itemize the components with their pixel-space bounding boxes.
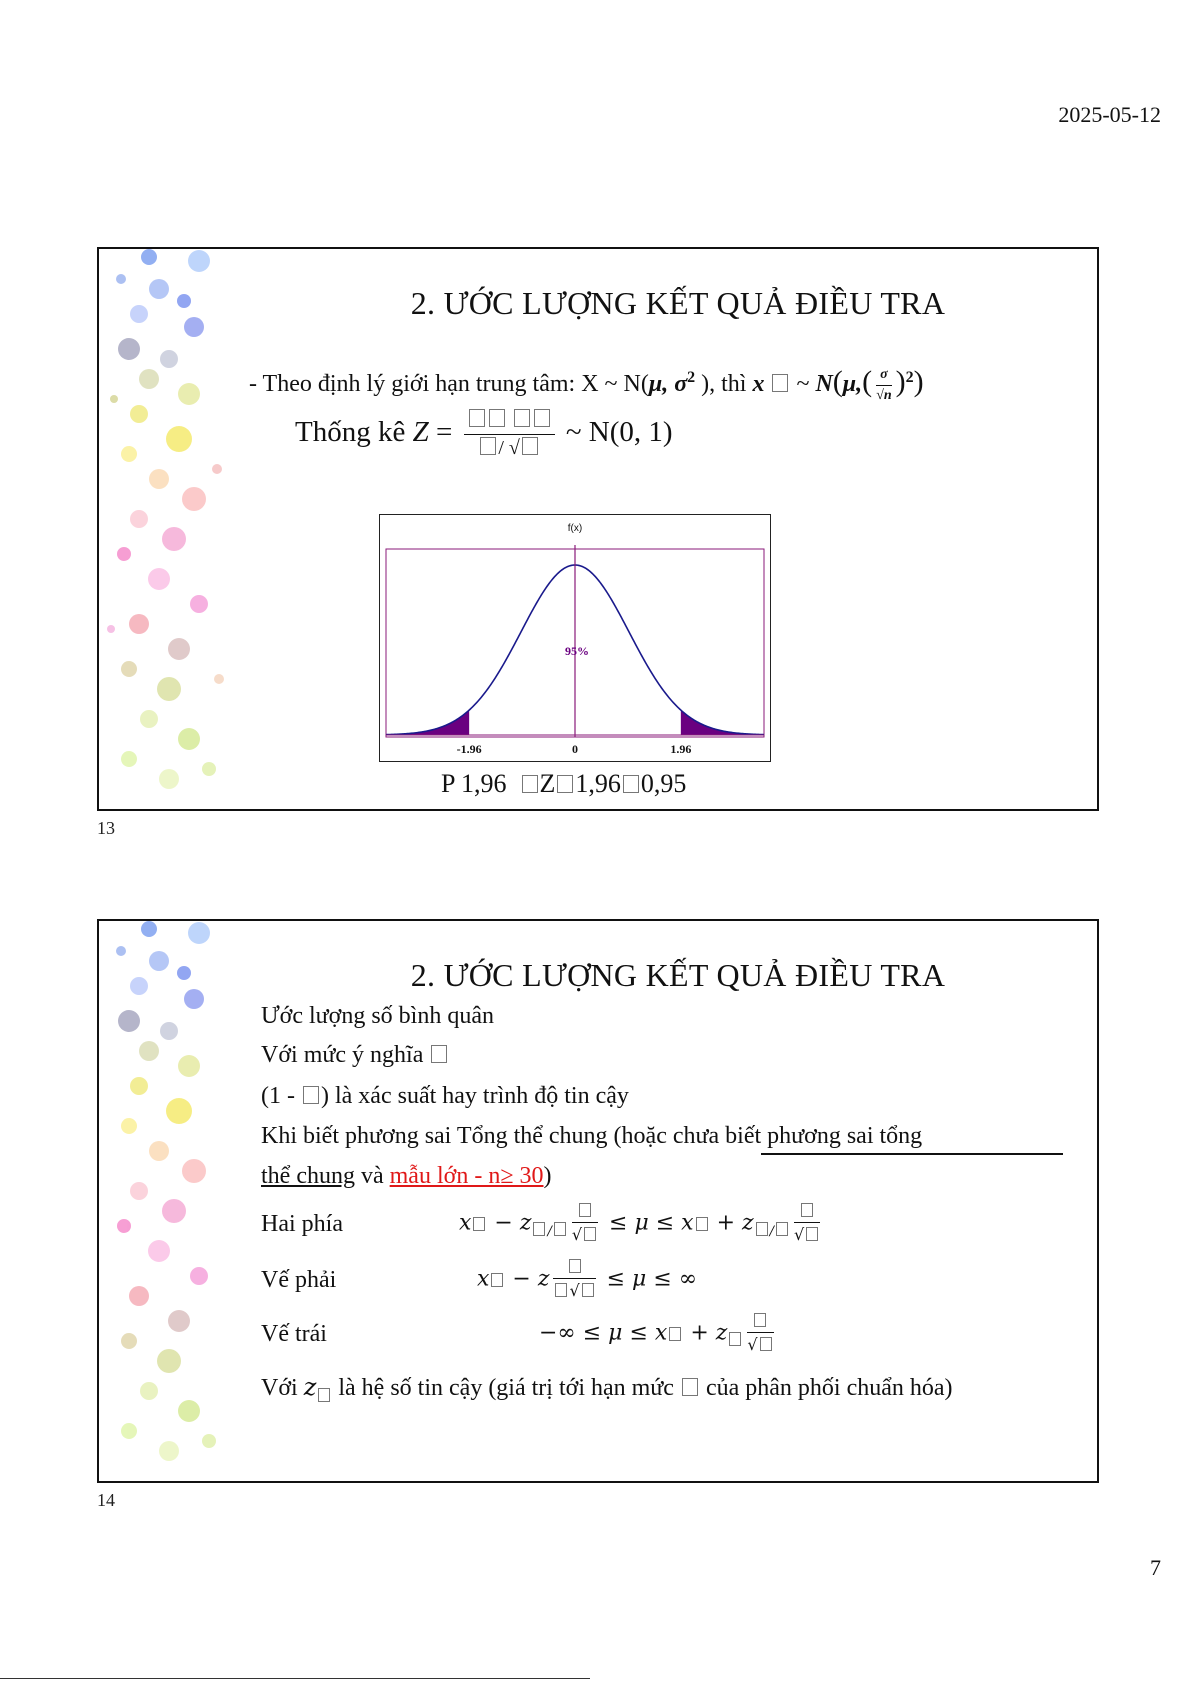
label-ve-trai: Vế trái — [261, 1321, 327, 1347]
text-line-5 — [261, 1163, 551, 1190]
clt-sup: 2 — [687, 369, 696, 386]
f2-x: x — [477, 1266, 490, 1292]
missing-glyph-icon — [431, 1045, 447, 1063]
missing-glyph-icon — [303, 1086, 319, 1104]
missing-glyph-icon — [557, 775, 573, 793]
clt-sup2: 2 — [905, 369, 914, 386]
z-frac-den — [464, 435, 555, 460]
clt-statement — [249, 365, 924, 404]
missing-glyph-icon — [772, 374, 788, 392]
f3-z: z — [715, 1320, 728, 1346]
paren-open-icon: ( — [862, 365, 873, 398]
clt-mu-sigma: μ, σ — [648, 371, 688, 397]
f2-z: z — [537, 1266, 550, 1292]
prob-P: P — [441, 769, 455, 798]
f3-le-mu-le: ≤ μ ≤ — [575, 1320, 655, 1346]
prob-a: 1,96 — [461, 769, 507, 798]
paren-open-icon: ( — [832, 365, 843, 398]
f1-le-mu-le: ≤ μ ≤ — [602, 1210, 682, 1236]
last-b: là hệ số tin cậy (giá trị tới hạn mức — [332, 1375, 680, 1401]
z-slash: / — [498, 437, 504, 459]
f1-minus: − — [487, 1210, 520, 1236]
f1-slash: / — [547, 1223, 552, 1239]
paren-close-icon: ) — [913, 365, 924, 398]
normal-distribution-chart — [379, 514, 771, 762]
clt-N: N — [815, 371, 833, 397]
line5-a: thể chung — [261, 1163, 355, 1189]
missing-glyph-icon — [682, 1378, 698, 1396]
clt-xbar: x — [752, 371, 765, 397]
f3-x: x — [654, 1320, 668, 1346]
prob-Z: Z — [539, 769, 556, 798]
x-tick-label: -1.96 — [456, 742, 482, 756]
text-line-2 — [261, 1042, 449, 1069]
line5-b: và — [354, 1163, 390, 1189]
f3-frac — [747, 1313, 773, 1354]
x-tick-label: 0 — [572, 742, 578, 756]
clt-mu2: μ, — [842, 371, 863, 397]
f2-frac — [553, 1259, 595, 1300]
footer-rule — [0, 1678, 590, 1679]
page-number: 7 — [1150, 1555, 1161, 1580]
clt-mid: ), thì — [695, 371, 753, 397]
prob-b: 1,96 — [575, 769, 621, 798]
line3-a: (1 - — [261, 1083, 301, 1109]
stat-suffix: ~ N(0, 1) — [565, 416, 673, 449]
bubble-decoration — [99, 921, 239, 1481]
f1-frac2 — [794, 1203, 820, 1244]
last-c: của phân phối chuẩn hóa) — [699, 1375, 953, 1401]
last-a: Với — [261, 1375, 304, 1401]
slide-title: 2. ƯỚC LƯỢNG KẾT QUẢ ĐIỀU TRA — [410, 285, 946, 321]
frac-sigma: σ — [876, 367, 891, 386]
stat-prefix: Thống kê — [295, 416, 413, 449]
text-line-1: Ước lượng số bình quân — [261, 1003, 494, 1029]
paren-close-icon: ) — [895, 365, 906, 398]
f2-sqrt: √ — [569, 1281, 580, 1300]
chart-svg — [380, 515, 770, 761]
f1-z: z — [519, 1210, 532, 1236]
clt-prefix: - Theo định lý giới hạn trung tâm: X ~ N( — [249, 371, 649, 397]
clt-tilde: ~ — [790, 371, 816, 397]
slide-title: 2. ƯỚC LƯỢNG KẾT QUẢ ĐIỀU TRA — [410, 957, 946, 993]
formula-two-sided — [459, 1203, 824, 1244]
f1-slash2: / — [769, 1223, 774, 1239]
header-date: 2025-05-12 — [1058, 102, 1161, 127]
z-statistic — [295, 409, 673, 460]
probability-statement — [441, 769, 686, 799]
text-line-4: Khi biết phương sai Tổng thể chung (hoặc chưa biết phương sai tổng — [261, 1123, 923, 1149]
x-tick-label: 1.96 — [670, 742, 692, 756]
chart-title-fx: f(x) — [567, 523, 583, 534]
formula-right-sided — [477, 1259, 697, 1300]
slide-13 — [97, 247, 1099, 811]
f1-x: x — [459, 1210, 472, 1236]
f2-le-mu-le: ≤ μ ≤ — [599, 1266, 679, 1292]
f1-z2: z — [742, 1210, 754, 1236]
z-sqrt: √ — [508, 437, 520, 459]
prob-c: 0,95 — [640, 769, 687, 798]
f2-inf: ∞ — [678, 1266, 698, 1292]
f1-x2: x — [681, 1210, 694, 1236]
text-line-3 — [261, 1083, 629, 1110]
f2-minus: − — [505, 1266, 538, 1292]
f1-sqrt2: √ — [794, 1225, 805, 1244]
missing-glyph-icon — [623, 775, 639, 793]
f1-sqrt: √ — [571, 1225, 583, 1244]
slide-number-14: 14 — [97, 1490, 115, 1510]
line5-d: ) — [543, 1163, 552, 1189]
line5-large-sample: mẫu lớn - n≥ 30 — [389, 1163, 544, 1189]
slide-14 — [97, 919, 1099, 1483]
center-annotation: 95% — [565, 644, 589, 658]
underline-rule — [761, 1153, 1063, 1155]
last-z: z — [303, 1373, 317, 1401]
line3-b: ) là xác suất hay trình độ tin cậy — [320, 1083, 629, 1109]
f1-frac — [572, 1203, 598, 1244]
formula-left-sided — [539, 1313, 778, 1354]
f3-neg-inf: −∞ — [539, 1320, 576, 1346]
label-hai-phia: Hai phía — [261, 1211, 343, 1237]
slide-number-13: 13 — [97, 818, 115, 838]
stat-eq: = — [428, 416, 460, 449]
line2-text: Với mức ý nghĩa — [261, 1042, 430, 1068]
z-fraction — [464, 409, 555, 460]
frac-sqrtn: √n — [876, 387, 892, 403]
f3-sqrt: √ — [747, 1335, 758, 1354]
text-last-line — [261, 1373, 953, 1405]
stat-Z: Z — [412, 416, 429, 449]
f3-plus: + — [683, 1320, 716, 1346]
missing-glyph-icon — [522, 775, 538, 793]
z-frac-num — [464, 409, 555, 435]
f1-plus: + — [709, 1210, 743, 1236]
sigma-over-sqrtn — [876, 367, 891, 404]
bubble-decoration — [99, 249, 239, 809]
label-ve-phai: Vế phải — [261, 1267, 337, 1293]
